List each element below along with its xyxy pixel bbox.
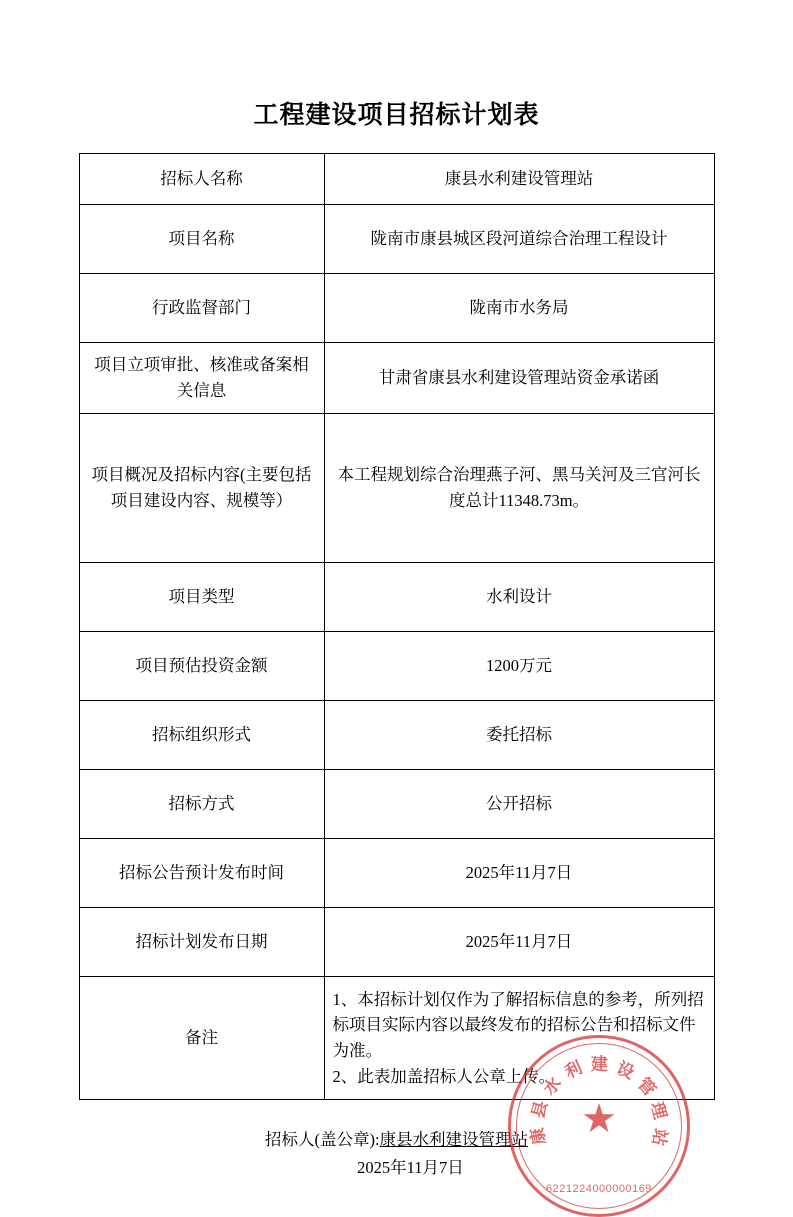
table-row [79, 770, 714, 839]
row-value-organization-form: 委托招标 [324, 701, 714, 770]
seal-arc-char: 康 [527, 1126, 550, 1147]
row-value-supervision-dept: 陇南市水务局 [324, 274, 714, 343]
seal-arc-char: 水 [539, 1073, 565, 1099]
row-label-project-overview: 项目概况及招标内容(主要包括项目建设内容、规模等） [79, 414, 324, 563]
table-row [79, 701, 714, 770]
row-label-announcement-date: 招标公告预计发布时间 [79, 839, 324, 908]
row-value-project-type: 水利设计 [324, 563, 714, 632]
row-value-estimated-investment: 1200万元 [324, 632, 714, 701]
signature-name: 康县水利建设管理站 [379, 1130, 529, 1149]
row-label-plan-publish-date: 招标计划发布日期 [79, 908, 324, 977]
row-label-bidder-name: 招标人名称 [79, 154, 324, 205]
seal-arc-char: 管 [633, 1074, 660, 1100]
row-label-project-type: 项目类型 [79, 563, 324, 632]
table-row [79, 343, 714, 414]
seal-arc-char: 利 [561, 1057, 586, 1083]
signature-line [0, 1126, 793, 1154]
table-row [79, 563, 714, 632]
table-row [79, 414, 714, 563]
table-row [79, 632, 714, 701]
row-label-supervision-dept: 行政监督部门 [79, 274, 324, 343]
seal-number: 6221224000000169 [546, 1183, 652, 1195]
row-value-remarks [324, 977, 714, 1100]
seal-star-icon: ★ [581, 1095, 617, 1141]
row-value-bidder-name: 康县水利建设管理站 [324, 154, 714, 205]
row-label-bidding-method: 招标方式 [79, 770, 324, 839]
remarks-line-1: 1、本招标计划仅作为了解招标信息的参考，所列招 标项目实际内容以最终发布的招标公告和招标文件 为准。 [332, 989, 704, 1060]
table-row [79, 908, 714, 977]
seal-arc-char: 县 [528, 1098, 552, 1121]
row-label-remarks: 备注 [79, 977, 324, 1100]
seal-arc-char: 建 [591, 1055, 608, 1074]
row-label-estimated-investment: 项目预估投资金额 [79, 632, 324, 701]
bid-plan-table [79, 153, 715, 1100]
document-page [0, 95, 793, 1217]
signature-label: 招标人(盖公章): [264, 1130, 380, 1149]
table-row-note [79, 977, 714, 1100]
row-value-plan-publish-date: 2025年11月7日 [324, 908, 714, 977]
row-value-announcement-date: 2025年11月7日 [324, 839, 714, 908]
row-value-bidding-method: 公开招标 [324, 770, 714, 839]
seal-arc-char: 站 [648, 1127, 671, 1148]
table-row [79, 274, 714, 343]
table-row [79, 839, 714, 908]
row-value-project-overview: 本工程规划综合治理燕子河、黑马关河及三官河长度总计11348.73m。 [324, 414, 714, 563]
row-label-approval-info: 项目立项审批、核准或备案相关信息 [79, 343, 324, 414]
table-row [79, 205, 714, 274]
row-value-approval-info: 甘肃省康县水利建设管理站资金承诺函 [324, 343, 714, 414]
row-label-organization-form: 招标组织形式 [79, 701, 324, 770]
seal-arc-char: 设 [613, 1058, 638, 1083]
seal-arc-char: 理 [647, 1099, 670, 1122]
remarks-line-2: 2、此表加盖招标人公章上传。 [332, 1066, 556, 1086]
row-value-project-name: 陇南市康县城区段河道综合治理工程设计 [324, 205, 714, 274]
row-label-project-name: 项目名称 [79, 205, 324, 274]
signature-date: 2025年11月7日 [357, 1158, 464, 1178]
table-row [79, 154, 714, 205]
footer-signature-block [0, 1126, 793, 1182]
page-title: 工程建设项目招标计划表 [253, 102, 540, 129]
